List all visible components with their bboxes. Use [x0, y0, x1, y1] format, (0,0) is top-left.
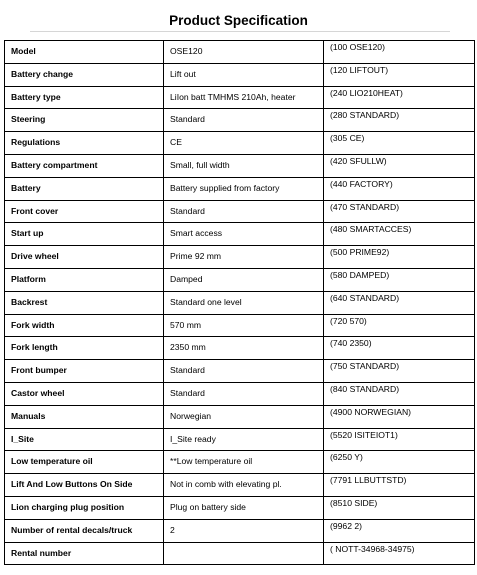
spec-code-cell: (4900 NORWEGIAN) — [324, 405, 475, 428]
spec-name-cell: Fork length — [5, 337, 164, 360]
spec-code-cell: (5520 ISITEIOT1) — [324, 428, 475, 451]
spec-row — [5, 451, 475, 474]
spec-name-cell: Front cover — [5, 200, 164, 223]
spec-code-cell: (640 STANDARD) — [324, 291, 475, 314]
spec-row — [5, 519, 475, 542]
spec-name-cell: Regulations — [5, 132, 164, 155]
spec-code-cell: (500 PRIME92) — [324, 246, 475, 269]
spec-row — [5, 246, 475, 269]
spec-value-cell — [164, 542, 324, 565]
spec-value-cell: LiIon batt TMHMS 210Ah, heater — [164, 86, 324, 109]
spec-row — [5, 223, 475, 246]
spec-name-cell: Steering — [5, 109, 164, 132]
spec-code-cell: (420 SFULLW) — [324, 154, 475, 177]
spec-row — [5, 405, 475, 428]
specification-table-body — [5, 41, 475, 565]
spec-name-cell: Number of rental decals/truck — [5, 519, 164, 542]
spec-value-cell: Standard — [164, 382, 324, 405]
spec-name-cell: Battery type — [5, 86, 164, 109]
spec-name-cell: Battery change — [5, 63, 164, 86]
spec-name-cell: Drive wheel — [5, 246, 164, 269]
spec-name-cell: Lion charging plug position — [5, 496, 164, 519]
spec-code-cell: (9962 2) — [324, 519, 475, 542]
spec-row — [5, 360, 475, 383]
spec-value-cell: Standard — [164, 200, 324, 223]
spec-name-cell: Backrest — [5, 291, 164, 314]
spec-value-cell: Not in comb with elevating pl. — [164, 474, 324, 497]
spec-row — [5, 337, 475, 360]
spec-row — [5, 200, 475, 223]
page-title: Product Specification — [169, 13, 308, 28]
spec-code-cell: (305 CE) — [324, 132, 475, 155]
spec-name-cell: Battery — [5, 177, 164, 200]
spec-row — [5, 132, 475, 155]
spec-value-cell: Damped — [164, 268, 324, 291]
spec-row — [5, 177, 475, 200]
spec-row — [5, 86, 475, 109]
spec-name-cell: Fork width — [5, 314, 164, 337]
spec-value-cell: OSE120 — [164, 41, 324, 64]
spec-row — [5, 382, 475, 405]
spec-code-cell: (750 STANDARD) — [324, 360, 475, 383]
spec-row — [5, 41, 475, 64]
spec-name-cell: Rental number — [5, 542, 164, 565]
spec-row — [5, 154, 475, 177]
spec-row — [5, 428, 475, 451]
spec-code-cell: (470 STANDARD) — [324, 200, 475, 223]
spec-name-cell: Platform — [5, 268, 164, 291]
spec-value-cell: CE — [164, 132, 324, 155]
spec-code-cell: (100 OSE120) — [324, 41, 475, 64]
spec-row — [5, 314, 475, 337]
spec-code-cell: (480 SMARTACCES) — [324, 223, 475, 246]
spec-value-cell: 570 mm — [164, 314, 324, 337]
spec-name-cell: Model — [5, 41, 164, 64]
spec-row — [5, 109, 475, 132]
spec-code-cell: (720 570) — [324, 314, 475, 337]
spec-code-cell: (740 2350) — [324, 337, 475, 360]
spec-name-cell: Front bumper — [5, 360, 164, 383]
spec-value-cell: Norwegian — [164, 405, 324, 428]
spec-value-cell: Standard — [164, 360, 324, 383]
title-divider — [30, 31, 450, 32]
spec-code-cell: (840 STANDARD) — [324, 382, 475, 405]
spec-row — [5, 474, 475, 497]
spec-value-cell: Standard — [164, 109, 324, 132]
spec-name-cell: Lift And Low Buttons On Side — [5, 474, 164, 497]
spec-value-cell: Small, full width — [164, 154, 324, 177]
spec-value-cell: 2 — [164, 519, 324, 542]
spec-code-cell: (280 STANDARD) — [324, 109, 475, 132]
spec-code-cell: (580 DAMPED) — [324, 268, 475, 291]
spec-code-cell: (6250 Y) — [324, 451, 475, 474]
spec-row — [5, 496, 475, 519]
spec-value-cell: Lift out — [164, 63, 324, 86]
spec-code-cell: (8510 SIDE) — [324, 496, 475, 519]
spec-row — [5, 63, 475, 86]
spec-row — [5, 268, 475, 291]
spec-value-cell: Smart access — [164, 223, 324, 246]
spec-row — [5, 542, 475, 565]
spec-value-cell: Battery supplied from factory — [164, 177, 324, 200]
spec-name-cell: Low temperature oil — [5, 451, 164, 474]
spec-name-cell: Battery compartment — [5, 154, 164, 177]
spec-code-cell: ( NOTT-34968-34975) — [324, 542, 475, 565]
spec-code-cell: (7791 LLBUTTSTD) — [324, 474, 475, 497]
spec-name-cell: Start up — [5, 223, 164, 246]
spec-code-cell: (240 LIO210HEAT) — [324, 86, 475, 109]
spec-value-cell: Standard one level — [164, 291, 324, 314]
spec-value-cell: **Low temperature oil — [164, 451, 324, 474]
spec-code-cell: (120 LIFTOUT) — [324, 63, 475, 86]
spec-name-cell: Manuals — [5, 405, 164, 428]
spec-value-cell: Prime 92 mm — [164, 246, 324, 269]
spec-value-cell: Plug on battery side — [164, 496, 324, 519]
spec-name-cell: Castor wheel — [5, 382, 164, 405]
spec-row — [5, 291, 475, 314]
spec-value-cell: I_Site ready — [164, 428, 324, 451]
spec-code-cell: (440 FACTORY) — [324, 177, 475, 200]
spec-value-cell: 2350 mm — [164, 337, 324, 360]
specification-table — [4, 40, 475, 565]
spec-name-cell: I_Site — [5, 428, 164, 451]
